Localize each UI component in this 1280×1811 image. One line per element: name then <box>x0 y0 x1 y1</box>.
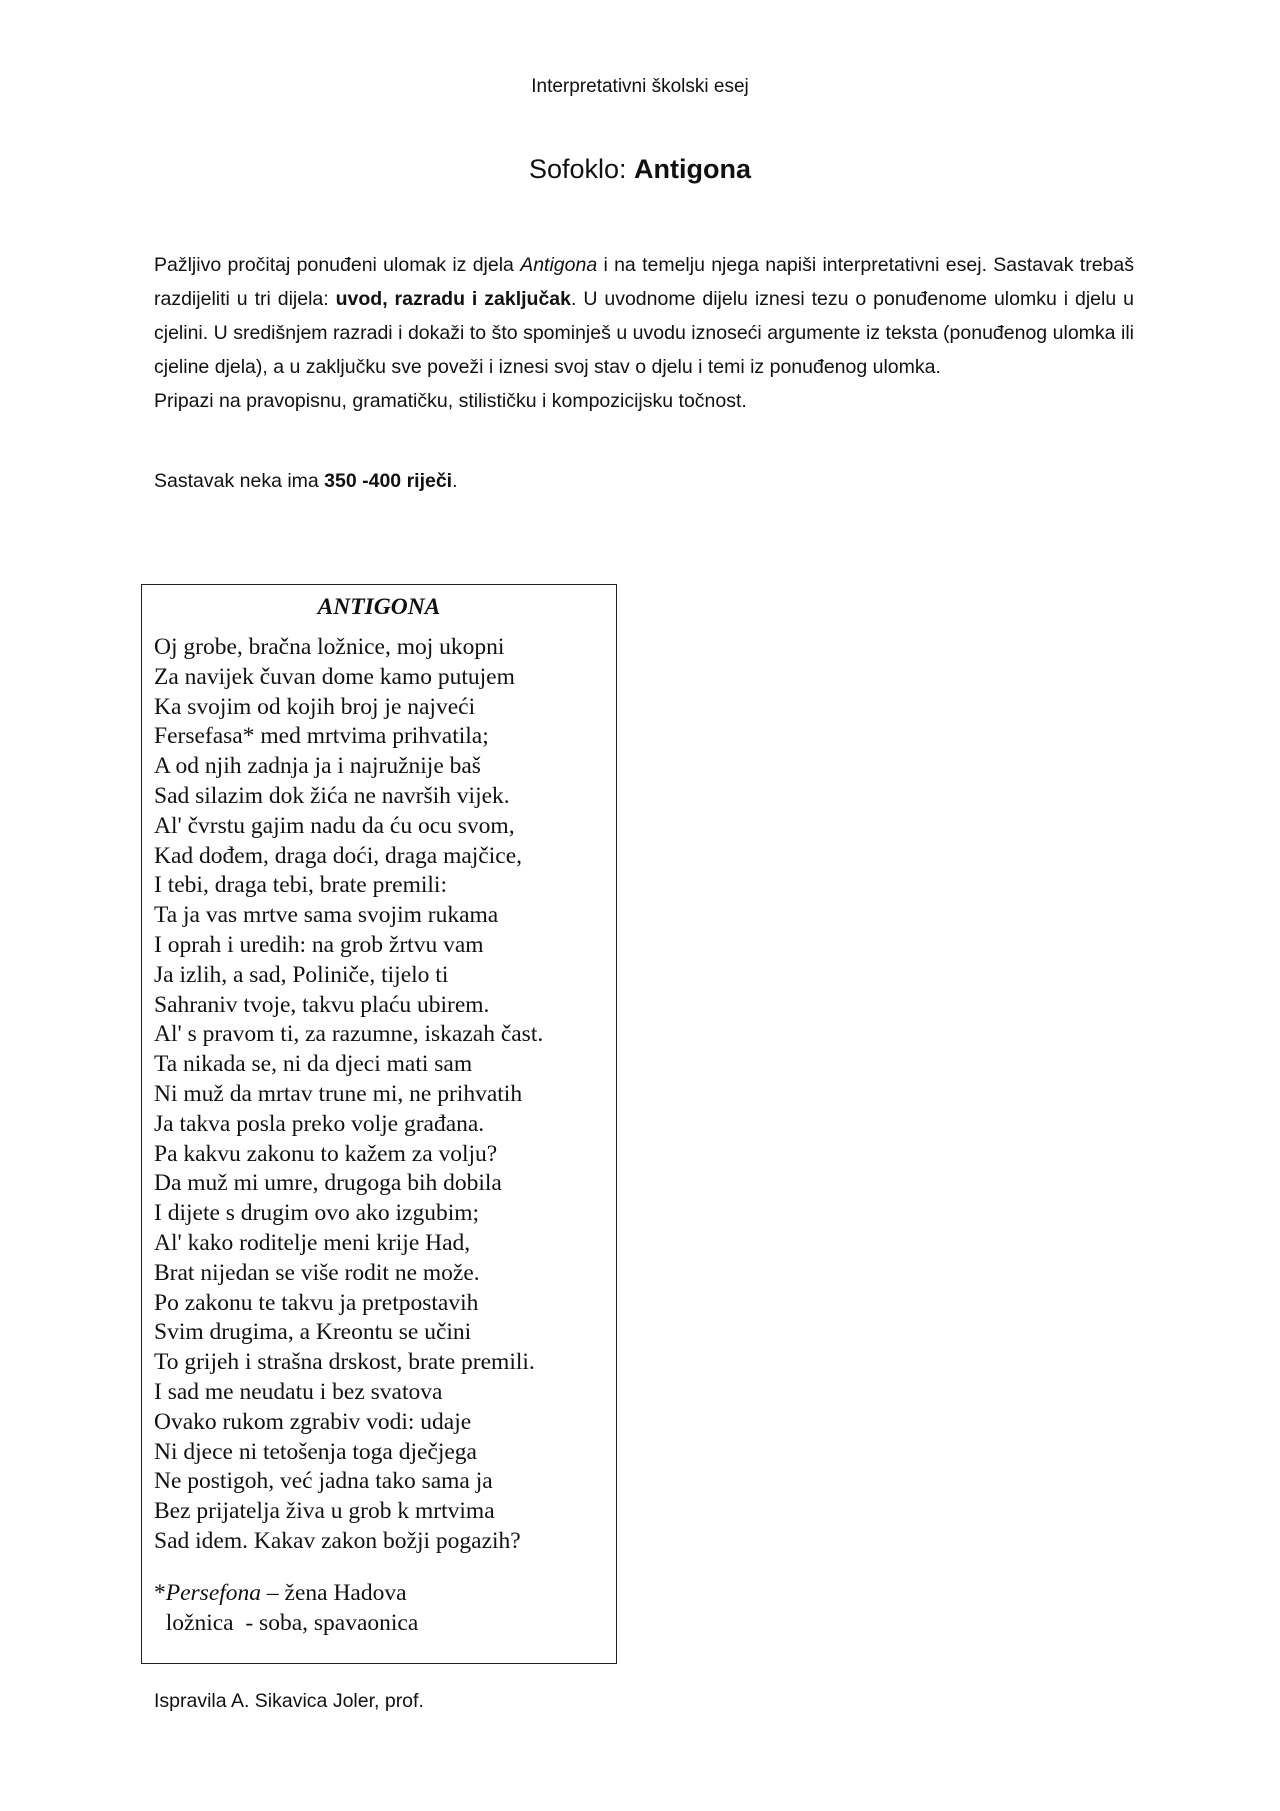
poem-line: Svim drugima, a Kreontu se učini <box>154 1319 472 1346</box>
footnote-loznica: ložnica - soba, spavaonica <box>154 1609 419 1636</box>
instructions <box>154 248 1134 418</box>
footnote-marker: * <box>154 1579 166 1606</box>
page-title <box>0 154 1280 185</box>
poem-line: Ka svojim od kojih broj je najveći <box>154 693 476 720</box>
poem-line: Po zakonu te takvu ja pretpostavih <box>154 1289 479 1316</box>
poem-line: Ja takva posla preko volje građana. <box>154 1110 485 1137</box>
poem-lines <box>154 633 616 1557</box>
footnote-definition: – žena Hadova <box>261 1579 407 1606</box>
poem-line: Kad dođem, draga doći, draga majčice, <box>154 842 523 869</box>
poem-line: Ta ja vas mrtve sama svojim rukama <box>154 902 499 929</box>
poem-line: I oprah i uredih: na grob žrtvu vam <box>154 931 484 958</box>
footnote-persefona <box>154 1579 616 1609</box>
poem-line: I sad me neudatu i bez svatova <box>154 1378 443 1405</box>
footnotes <box>154 1579 616 1639</box>
poem-line: Fersefasa* med mrtvima prihvatila; <box>154 723 489 750</box>
poem-line: I dijete s drugim ovo ako izgubim; <box>154 1200 480 1227</box>
word-count-suffix: . <box>452 470 458 492</box>
poem-line: Sad idem. Kakav zakon božji pogazih? <box>154 1527 521 1554</box>
poem-line: Da muž mi umre, drugoga bih dobila <box>154 1170 502 1197</box>
poem-line: Ta nikada se, ni da djeci mati sam <box>154 1051 473 1078</box>
poem-line: Sahraniv tvoje, takvu plaću ubirem. <box>154 991 490 1018</box>
poem-line: Al' čvrstu gajim nadu da ću ocu svom, <box>154 812 515 839</box>
poem-line: Al' s pravom ti, za razumne, iskazah čast. <box>154 1021 544 1048</box>
poem-line: I tebi, draga tebi, brate premili: <box>154 872 447 899</box>
footnote-term: Persefona <box>165 1579 262 1606</box>
signature: Ispravila A. Sikavica Joler, prof. <box>154 1690 424 1712</box>
poem-line: Oj grobe, bračna ložnice, moj ukopni <box>154 634 505 660</box>
instructions-paragraph-1 <box>154 248 1134 384</box>
title-work: Antigona <box>634 154 752 184</box>
poem-title: ANTIGONA <box>317 594 441 620</box>
word-count-value: 350 -400 riječi <box>324 470 453 492</box>
instructions-text: i na temelju njega napiši interpretativni esej. Sastavak trebaš razdijeliti u tri dijela: <box>154 254 1134 310</box>
instructions-text: . U uvodnome dijelu iznesi tezu o ponuđenome ulomku i djelu u cjelini. U središnjem razradi i dokaži to što spominješ u uvodu iznoseći argumente iz teksta (ponuđenog ulomka ili cjeline djela), a u zaključku sve poveži i iznesi svoj stav o djelu i temi iz ponuđenog ulomka. <box>154 288 1134 378</box>
poem-line: Pa kakvu zakonu to kažem za volju? <box>154 1140 498 1167</box>
instructions-paragraph-2: Pripazi na pravopisnu, gramatičku, stilističku i kompozicijsku točnost. <box>154 390 747 412</box>
poem-line: Ni muž da mrtav trune mi, ne prihvatih <box>154 1080 523 1107</box>
instructions-work-title: Antigona <box>520 254 598 276</box>
poem-line: Sad silazim dok žića ne navrših vijek. <box>154 782 510 809</box>
word-count-note <box>154 470 458 493</box>
page-header: Interpretativni školski esej <box>531 76 749 97</box>
poem-line: To grijeh i strašna drskost, brate premili. <box>154 1349 535 1376</box>
instructions-parts: uvod, razradu i zaključak <box>335 288 571 310</box>
poem-line: Ja izlih, a sad, Poliniče, tijelo ti <box>154 961 449 988</box>
word-count-prefix: Sastavak neka ima <box>154 470 325 492</box>
poem-line: Bez prijatelja živa u grob k mrtvima <box>154 1498 495 1525</box>
poem-line: Za navijek čuvan dome kamo putujem <box>154 663 515 690</box>
poem-line: A od njih zadnja ja i najružnije baš <box>154 753 481 780</box>
poem-line: Ni djece ni tetošenja toga dječjega <box>154 1438 477 1465</box>
instructions-text: Pažljivo pročitaj ponuđeni ulomak iz djela <box>154 254 521 276</box>
poem-line: Ne postigoh, već jadna tako sama ja <box>154 1468 493 1495</box>
poem-line: Brat nijedan se više rodit ne može. <box>154 1259 480 1286</box>
title-author: Sofoklo: <box>528 154 635 184</box>
poem-line: Ovako rukom zgrabiv vodi: udaje <box>154 1408 472 1435</box>
poem-box <box>141 584 617 1664</box>
poem-line: Al' kako roditelje meni krije Had, <box>154 1229 471 1256</box>
